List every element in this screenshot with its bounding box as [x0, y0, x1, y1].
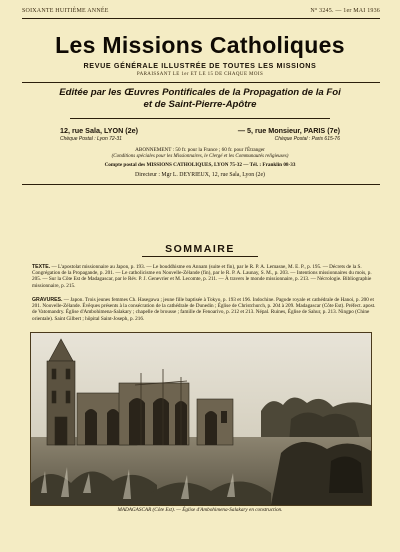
- toc-texte: [32, 264, 380, 289]
- frequency-line: PARAISSANT LE 1er ET LE 15 DE CHAQUE MOIS: [136, 72, 264, 77]
- church-photo: [30, 332, 372, 506]
- address-paris: — 5, rue Monsieur, PARIS (7e): [237, 126, 340, 135]
- subscription-note: (Conditions spéciales pour les Missionnaires, le Clergé et les Communautés religieuses): [111, 154, 289, 159]
- year-label: SOIXANTE HUITIÈME ANNÉE: [22, 8, 109, 14]
- church-photo-image: [31, 333, 371, 505]
- toc-texte-body: — L'apostolat missionnaire au Japon, p. 193. — Le bouddhisme en Annam (suite et fin), par le R. P. A. Lemasne, M. E. P., p. 195. — Décrets de la S. Congrégation de la Propagande, p. 201. — Le catholicisme en Nouvelle-Zélande (fin), par le R. P. A. Launay, S. M., p. 203. — Intentions missionnaires du mois, p. 205. — Sur la Côte Est de Madagascar, par le Rév. P. J. Genevrier et M. Lecomte, p. 211. — À travers le monde missionnaire, p. 213. — Nécrologie. Bibliographie missionnaire, p. 215.: [32, 264, 372, 289]
- cheque-paris: Chèque Postal : Paris 615-76: [274, 136, 340, 142]
- subscription-line: ABONNEMENT : 50 fr. pour la France ; 60 fr. pour l'Étranger: [135, 147, 265, 153]
- toc-texte-label: TEXTE.: [32, 264, 51, 270]
- editor-rule: [70, 118, 330, 119]
- payment-line: Compte postal des MISSIONS CATHOLIQUES, LYON 75-32 — Tél. : Franklin 08-33: [104, 162, 296, 168]
- editor-line-2: et de Saint-Pierre-Apôtre: [143, 99, 257, 110]
- editor-line-1: Editée par les Œuvres Pontificales de la Propagation de la Foi: [59, 87, 341, 98]
- director-line: Directeur : Mgr L. DEYRIEUX, 12, rue Sala, Lyon (2e): [135, 172, 265, 178]
- toc-gravures: [32, 297, 380, 322]
- cheque-row: [60, 136, 340, 142]
- address-row: [60, 126, 340, 135]
- toc-gravures-label: GRAVURES.: [32, 297, 63, 303]
- editor-line: [0, 87, 400, 111]
- issue-label: N° 3245. — 1er MAI 1936: [310, 8, 380, 14]
- top-rule: [22, 18, 380, 19]
- top-bar: [22, 6, 380, 16]
- cheque-lyon: Chèque Postal : Lyon 72-31: [60, 136, 122, 142]
- address-lyon: 12, rue Sala, LYON (2e): [60, 126, 139, 135]
- masthead-rule: [22, 82, 380, 83]
- sommaire-heading: SOMMAIRE: [165, 243, 235, 255]
- photo-caption: MADAGASCAR (Côte Est). — Église d'Ambohimena-Salakary en construction.: [117, 507, 283, 513]
- director-rule: [22, 184, 380, 185]
- sommaire-rule: [142, 256, 258, 257]
- masthead-title: Les Missions Catholiques: [55, 32, 345, 58]
- masthead-subtitle: REVUE GÉNÉRALE ILLUSTRÉE DE TOUTES LES MISSIONS: [83, 61, 317, 70]
- toc-gravures-body: — Japon. Trois jeunes femmes Ch. Hasegawa ; jeune fille baptisée à Tokyo, p. 193 et 196. Indochine. Pagode royale et cathédrale de Hanoi, p. 200 et 201. Nouvelle-Zélande. Évêques présents à la consécration de la cathédrale de Dunedin ; Église de Christchurch, p. 204 à 209. Madagascar (Côte Est). Préfect. apost. de Vatomandry. Église d'Ambohimena-Salakary ; chapelle de brousse ; famille de Fenoarivo, p. 212 et 213. Népal. Ruines, Église de Sahur, p. 213. Ningpo (Chine orientale). Saint Gilbert ; hôpital Saint-Joseph, p. 216.: [32, 297, 376, 322]
